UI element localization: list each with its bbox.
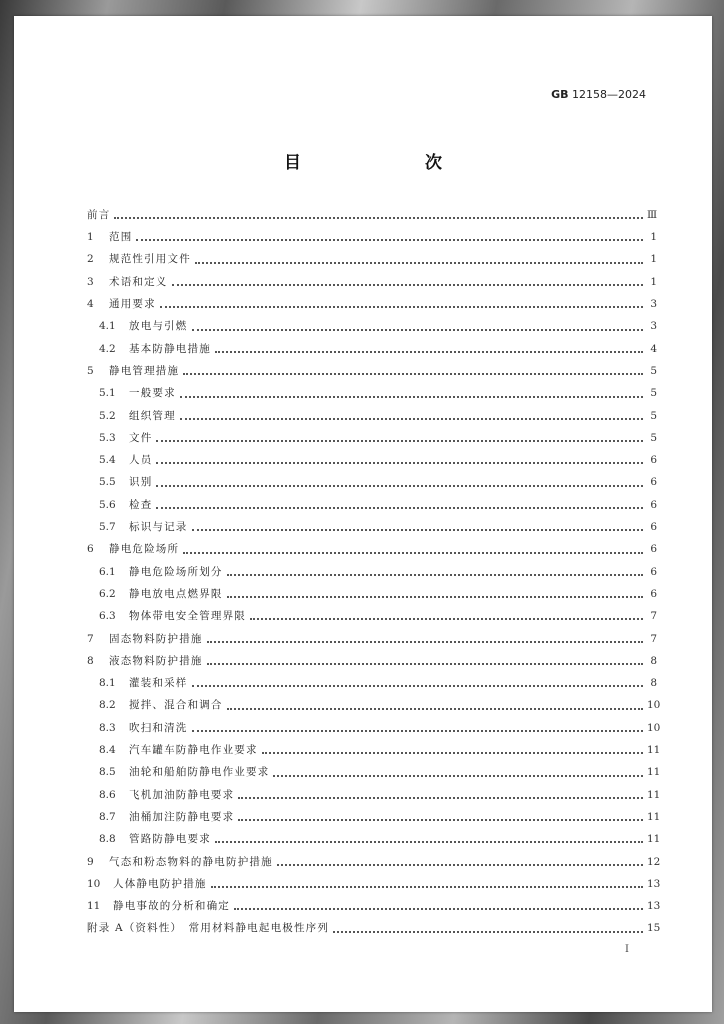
toc-entry-title: 规范性引用文件 — [109, 253, 191, 266]
toc-entry-title: 范围 — [109, 231, 133, 244]
toc-entry-number: 4.1 — [99, 320, 116, 333]
toc-entry-page: 10 — [647, 699, 661, 712]
toc-entry-number: 8 — [87, 654, 94, 667]
toc-entry-number: 6 — [87, 543, 94, 556]
toc-entry-number: 8.6 — [99, 788, 116, 801]
toc-entry-title: 通用要求 — [109, 298, 156, 311]
toc-entry[interactable] — [87, 382, 657, 404]
toc-entry[interactable] — [87, 828, 661, 850]
toc-entry-title: 汽车罐车防静电作业要求 — [129, 744, 258, 757]
dot-leader — [227, 698, 643, 710]
toc-entry-title: 一般要求 — [129, 387, 176, 400]
toc-entry-number: 5.3 — [99, 431, 116, 444]
toc-entry-page: 7 — [650, 610, 657, 623]
toc-entry[interactable] — [87, 650, 657, 672]
toc-entry-number: 8.8 — [99, 833, 116, 846]
dot-leader — [207, 631, 643, 643]
toc-entry-title: 检查 — [129, 498, 153, 511]
toc-entry-number: 8.5 — [99, 766, 116, 779]
dot-leader — [180, 386, 643, 398]
toc-entry-title: 静电管理措施 — [109, 364, 180, 377]
toc-entry-title: 识别 — [129, 476, 153, 489]
toc-entry-page: 6 — [650, 454, 657, 467]
toc-entry[interactable] — [87, 918, 661, 940]
toc-entry-page: 11 — [647, 744, 661, 757]
page-number: I — [625, 944, 629, 955]
toc-entry-title: 术语和定义 — [109, 275, 168, 288]
toc-entry-title: 油桶加注防静电要求 — [129, 810, 235, 823]
toc-entry-page: 6 — [650, 498, 657, 511]
dot-leader — [227, 586, 643, 598]
toc-entry-number: 8.1 — [99, 677, 116, 690]
toc-entry[interactable] — [87, 895, 661, 917]
toc-entry-title: 前言 — [87, 208, 111, 221]
dot-leader — [136, 229, 643, 241]
dot-leader — [183, 363, 643, 375]
toc-entry-title: 静电危险场所划分 — [129, 565, 223, 578]
dot-leader — [183, 542, 643, 554]
toc-entry[interactable] — [87, 360, 657, 382]
toc-entry-page: 5 — [650, 387, 657, 400]
toc-entry[interactable] — [87, 226, 657, 248]
toc-entry-page: 8 — [650, 654, 657, 667]
toc-entry-title: 基本防静电措施 — [129, 342, 211, 355]
toc-entry-number: 7 — [87, 632, 94, 645]
toc-entry[interactable] — [87, 717, 661, 739]
dot-leader — [277, 854, 643, 866]
toc-entry-title: 吹扫和清洗 — [129, 721, 188, 734]
toc-entry-page: 5 — [650, 364, 657, 377]
toc-entry[interactable] — [87, 338, 657, 360]
toc-entry[interactable] — [87, 204, 657, 226]
toc-entry-page: 8 — [650, 677, 657, 690]
toc-entry-number: 8.7 — [99, 810, 116, 823]
toc-entry-number: 5.5 — [99, 476, 116, 489]
toc-entry-title: 气态和粉态物料的静电防护措施 — [109, 855, 273, 868]
toc-entry-number: 8.2 — [99, 699, 116, 712]
toc-title: 目 次 — [284, 153, 472, 173]
toc-entry[interactable] — [87, 739, 661, 761]
dot-leader — [156, 497, 643, 509]
toc-entry-page: 12 — [647, 855, 661, 868]
toc-entry-title: 物体带电安全管理界限 — [129, 610, 246, 623]
toc-entry[interactable] — [87, 538, 657, 560]
toc-entry-number: 5 — [87, 364, 94, 377]
toc-entry[interactable] — [87, 806, 661, 828]
toc-entry[interactable] — [87, 271, 657, 293]
toc-entry-page: 11 — [647, 788, 661, 801]
toc-entry-page: 13 — [647, 877, 661, 890]
table-of-contents — [87, 204, 661, 940]
dot-leader — [156, 452, 643, 464]
toc-entry[interactable] — [87, 315, 657, 337]
toc-entry-number: 8.4 — [99, 744, 116, 757]
dot-leader — [207, 653, 643, 665]
toc-entry-number: 6.1 — [99, 565, 116, 578]
toc-entry-number: 5.4 — [99, 454, 116, 467]
toc-entry-number: 5.1 — [99, 387, 116, 400]
toc-entry-page: Ⅲ — [647, 208, 658, 221]
toc-entry[interactable] — [87, 494, 657, 516]
toc-entry-number: 6.3 — [99, 610, 116, 623]
dot-leader — [273, 765, 643, 777]
toc-entry[interactable] — [87, 449, 657, 471]
toc-entry-page: 5 — [650, 409, 657, 422]
toc-entry-page: 6 — [650, 521, 657, 534]
dot-leader — [250, 608, 643, 620]
toc-entry-title: 文件 — [129, 431, 153, 444]
toc-entry[interactable] — [87, 249, 657, 271]
dot-leader — [156, 430, 643, 442]
toc-entry-number: 6.2 — [99, 587, 116, 600]
dot-leader — [160, 296, 643, 308]
toc-entry-number: 4 — [87, 298, 94, 311]
toc-entry-page: 11 — [647, 766, 661, 779]
toc-entry-title: 固态物料防护措施 — [109, 632, 203, 645]
dot-leader — [192, 720, 644, 732]
toc-entry-title: 管路防静电要求 — [129, 833, 211, 846]
toc-entry-title: 静电事故的分析和确定 — [113, 900, 230, 913]
toc-entry[interactable] — [87, 851, 661, 873]
toc-entry-title: 人员 — [129, 454, 153, 467]
toc-entry-page: 7 — [650, 632, 657, 645]
toc-entry-page: 6 — [650, 587, 657, 600]
toc-entry[interactable] — [87, 784, 661, 806]
toc-entry[interactable] — [87, 516, 657, 538]
toc-entry-page: 6 — [650, 565, 657, 578]
toc-entry-page: 1 — [650, 253, 657, 266]
dot-leader — [215, 831, 643, 843]
dot-leader — [215, 341, 643, 353]
toc-entry-page: 6 — [650, 543, 657, 556]
standard-number — [551, 88, 646, 101]
dot-leader — [192, 319, 644, 331]
toc-entry-page: 3 — [650, 320, 657, 333]
toc-entry-title: 人体静电防护措施 — [113, 877, 207, 890]
toc-entry-title: 附录 A（资料性） 常用材料静电起电极性序列 — [87, 922, 330, 935]
toc-entry-page: 10 — [647, 721, 661, 734]
toc-entry-number: 5.6 — [99, 498, 116, 511]
toc-entry-title: 静电放电点燃界限 — [129, 587, 223, 600]
toc-entry-number: 5.7 — [99, 521, 116, 534]
dot-leader — [192, 519, 644, 531]
toc-entry-number: 9 — [87, 855, 94, 868]
standard-prefix: GB — [551, 88, 569, 101]
toc-entry-page: 1 — [650, 231, 657, 244]
dot-leader — [156, 475, 643, 487]
toc-entry-number: 10 — [87, 877, 101, 890]
dot-leader — [227, 564, 643, 576]
toc-entry-title: 组织管理 — [129, 409, 176, 422]
toc-entry[interactable] — [87, 583, 657, 605]
toc-entry-page: 3 — [650, 298, 657, 311]
toc-entry-title: 液态物料防护措施 — [109, 654, 203, 667]
toc-entry-page: 1 — [650, 275, 657, 288]
dot-leader — [333, 921, 643, 933]
document-page — [14, 16, 712, 1012]
toc-entry-number: 1 — [87, 231, 94, 244]
toc-entry[interactable] — [87, 761, 661, 783]
toc-entry-title: 静电危险场所 — [109, 543, 180, 556]
toc-entry-page: 15 — [647, 922, 661, 935]
toc-entry[interactable] — [87, 472, 657, 494]
toc-entry[interactable] — [87, 873, 661, 895]
toc-entry[interactable] — [87, 405, 657, 427]
toc-entry-number: 2 — [87, 253, 94, 266]
toc-entry[interactable] — [87, 293, 657, 315]
toc-entry-title: 放电与引燃 — [129, 320, 188, 333]
toc-entry-page: 13 — [647, 900, 661, 913]
dot-leader — [262, 742, 643, 754]
toc-entry[interactable] — [87, 672, 657, 694]
dot-leader — [211, 876, 643, 888]
dot-leader — [114, 207, 643, 219]
toc-entry[interactable] — [87, 628, 657, 650]
dot-leader — [234, 898, 643, 910]
toc-entry[interactable] — [87, 561, 657, 583]
toc-entry-title: 飞机加油防静电要求 — [129, 788, 235, 801]
toc-entry-number: 4.2 — [99, 342, 116, 355]
toc-entry-number: 3 — [87, 275, 94, 288]
toc-entry-page: 11 — [647, 833, 661, 846]
dot-leader — [180, 408, 643, 420]
dot-leader — [192, 675, 644, 687]
toc-entry-page: 4 — [650, 342, 657, 355]
dot-leader — [172, 274, 644, 286]
dot-leader — [238, 809, 643, 821]
toc-entry-number: 5.2 — [99, 409, 116, 422]
toc-entry-number: 8.3 — [99, 721, 116, 734]
toc-entry-page: 5 — [650, 431, 657, 444]
toc-entry[interactable] — [87, 427, 657, 449]
toc-entry-number: 11 — [87, 900, 101, 913]
toc-entry[interactable] — [87, 695, 661, 717]
toc-entry-title: 搅拌、混合和调合 — [129, 699, 223, 712]
toc-entry-title: 标识与记录 — [129, 521, 188, 534]
toc-entry-title: 灌装和采样 — [129, 677, 188, 690]
toc-entry[interactable] — [87, 605, 657, 627]
standard-code: 12158—2024 — [572, 88, 646, 101]
dot-leader — [195, 252, 643, 264]
toc-entry-page: 11 — [647, 810, 661, 823]
toc-entry-page: 6 — [650, 476, 657, 489]
toc-entry-title: 油轮和船舶防静电作业要求 — [129, 766, 270, 779]
dot-leader — [238, 787, 643, 799]
